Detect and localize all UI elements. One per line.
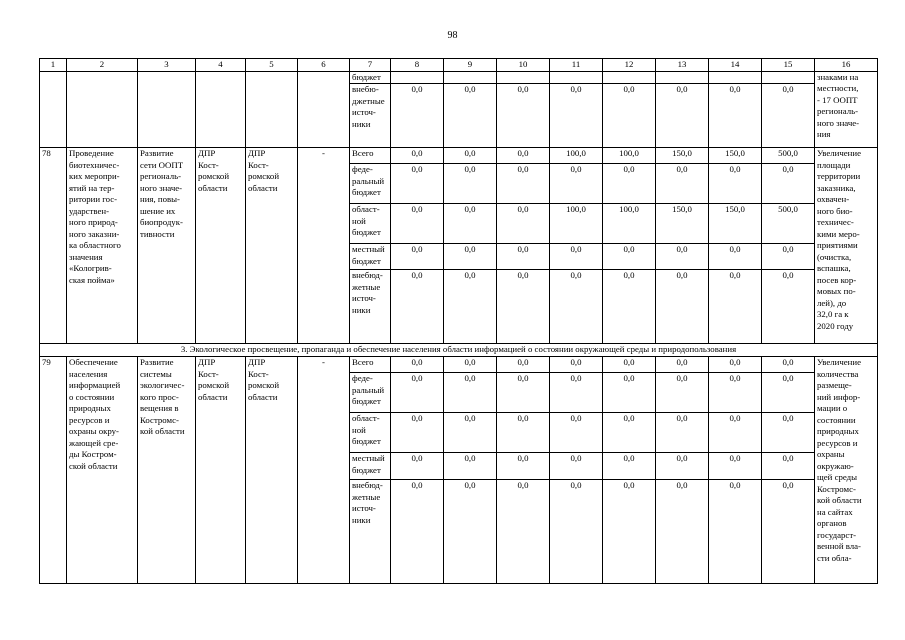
funding-value: 150,0	[709, 148, 762, 164]
funding-value: 0,0	[603, 270, 656, 344]
expected-result: Увеличение площади территории заказника, охвачен- ного био- техничес- кими меро- приятиями (очистка, вспашка, посев кор- мовых по- лей), до 32,0 га к 2020 году	[815, 148, 878, 344]
funding-value: 0,0	[603, 453, 656, 480]
column-number-header: 11	[550, 59, 603, 72]
funding-value: 0,0	[603, 480, 656, 584]
page-number: 98	[447, 30, 458, 41]
funding-value: 0,0	[603, 413, 656, 453]
funding-value: 100,0	[603, 204, 656, 244]
column-number-header: 15	[762, 59, 815, 72]
funding-value: 0,0	[497, 357, 550, 373]
funding-value: 0,0	[603, 373, 656, 413]
funding-source: Всего	[350, 148, 391, 164]
funding-value: 0,0	[762, 357, 815, 373]
funding-value: 0,0	[656, 373, 709, 413]
funding-value: 0,0	[762, 453, 815, 480]
program-table	[39, 58, 878, 584]
funding-value: 0,0	[762, 373, 815, 413]
funding-value: 0,0	[391, 357, 444, 373]
funding-value: 0,0	[497, 84, 550, 148]
funding-value	[603, 71, 656, 84]
funding-value: 0,0	[656, 453, 709, 480]
funding-value: 150,0	[709, 204, 762, 244]
column-number-header: 2	[67, 59, 138, 72]
column-number-header: 6	[298, 59, 350, 72]
funding-value: 0,0	[444, 164, 497, 204]
funding-value: 0,0	[656, 164, 709, 204]
funding-value: 0,0	[709, 84, 762, 148]
funding-value: 0,0	[709, 244, 762, 270]
expected-result: знаками на местности, - 17 ООПТ региональ- ного значе- ния	[815, 71, 878, 148]
funding-value: 500,0	[762, 148, 815, 164]
funding-value: 0,0	[762, 270, 815, 344]
funding-value	[497, 71, 550, 84]
funding-value: 0,0	[391, 480, 444, 584]
funding-source: област- ной бюджет	[350, 413, 391, 453]
funding-value: 0,0	[391, 373, 444, 413]
column-number-header: 13	[656, 59, 709, 72]
measure-program: Развитие сети ООПТ региональ- ного значе- ния, повы- шение их биопродук- тивности	[138, 148, 196, 344]
measure-row	[40, 357, 878, 373]
funding-value: 100,0	[550, 204, 603, 244]
funding-value: 0,0	[709, 270, 762, 344]
funding-value: 0,0	[603, 357, 656, 373]
funding-value: 0,0	[497, 204, 550, 244]
funding-source: феде- ральный бюджет	[350, 373, 391, 413]
measure-name: Обеспечение населения информацией о состоянии природных ресурсов и охраны окру- жающей сре- ды Костром- ской области	[67, 357, 138, 584]
funding-source: внебюд- жетные источ- ники	[350, 270, 391, 344]
empty-cell	[196, 71, 246, 148]
funding-source: внебю- джетные источ- ники	[350, 84, 391, 148]
funding-value: 0,0	[391, 148, 444, 164]
funding-value: 0,0	[762, 164, 815, 204]
funding-source: местный бюджет	[350, 244, 391, 270]
funding-value: 0,0	[444, 270, 497, 344]
funding-value: 0,0	[391, 270, 444, 344]
funding-value: 0,0	[709, 373, 762, 413]
funding-value	[444, 71, 497, 84]
funding-value: 0,0	[444, 480, 497, 584]
funding-source: Всего	[350, 357, 391, 373]
funding-value: 0,0	[497, 413, 550, 453]
funding-value: 0,0	[550, 357, 603, 373]
empty-cell	[138, 71, 196, 148]
column-number-header: 8	[391, 59, 444, 72]
funding-value: 0,0	[444, 453, 497, 480]
empty-cell	[40, 71, 67, 148]
measure-executor: ДПР Кост- ромской области	[196, 357, 246, 584]
funding-source: внебюд- жетные источ- ники	[350, 480, 391, 584]
measure-number: 79	[40, 357, 67, 584]
empty-cell	[67, 71, 138, 148]
funding-value: 0,0	[497, 164, 550, 204]
funding-value: 0,0	[603, 164, 656, 204]
funding-value: 0,0	[550, 244, 603, 270]
funding-value: 0,0	[550, 413, 603, 453]
column-number-header: 3	[138, 59, 196, 72]
measure-executor: ДПР Кост- ромской области	[196, 148, 246, 344]
funding-value: 0,0	[444, 413, 497, 453]
continuation-row	[40, 71, 878, 84]
column-number-header: 1	[40, 59, 67, 72]
funding-value: 0,0	[550, 270, 603, 344]
measure-row	[40, 148, 878, 164]
funding-value: 0,0	[603, 244, 656, 270]
funding-value: 0,0	[762, 244, 815, 270]
funding-value: 0,0	[709, 164, 762, 204]
funding-value: 100,0	[603, 148, 656, 164]
column-number-header: 10	[497, 59, 550, 72]
funding-value: 0,0	[550, 480, 603, 584]
funding-value: 0,0	[444, 84, 497, 148]
measure-participant: ДПР Кост- ромской области	[246, 357, 298, 584]
funding-value: 0,0	[444, 204, 497, 244]
funding-value: 0,0	[444, 357, 497, 373]
funding-value: 0,0	[709, 413, 762, 453]
funding-value: 0,0	[497, 453, 550, 480]
funding-value	[391, 71, 444, 84]
table-body	[40, 59, 878, 584]
funding-value	[656, 71, 709, 84]
funding-value: 0,0	[709, 453, 762, 480]
funding-value	[709, 71, 762, 84]
column-number-header: 4	[196, 59, 246, 72]
column-number-header: 16	[815, 59, 878, 72]
funding-value: 0,0	[444, 148, 497, 164]
funding-value: 0,0	[709, 357, 762, 373]
funding-value: 0,0	[497, 480, 550, 584]
measure-column-6: -	[298, 148, 350, 344]
funding-value: 0,0	[709, 480, 762, 584]
funding-value: 0,0	[762, 480, 815, 584]
funding-value	[762, 71, 815, 84]
funding-value: 0,0	[603, 84, 656, 148]
funding-value: 0,0	[391, 413, 444, 453]
funding-value: 0,0	[497, 244, 550, 270]
column-number-header: 12	[603, 59, 656, 72]
funding-value: 100,0	[550, 148, 603, 164]
funding-value: 150,0	[656, 204, 709, 244]
measure-column-6: -	[298, 357, 350, 584]
measure-name: Проведение биотехничес- ких меропри- ятий на тер- ритории гос- ударствен- ного природ- ного заказни- ка областного значения «Кологрив- ская пойма»	[67, 148, 138, 344]
empty-cell	[246, 71, 298, 148]
funding-value: 0,0	[497, 373, 550, 413]
funding-source: феде- ральный бюджет	[350, 164, 391, 204]
measure-participant: ДПР Кост- ромской области	[246, 148, 298, 344]
funding-value: 0,0	[391, 164, 444, 204]
funding-value: 0,0	[550, 453, 603, 480]
expected-result: Увеличение количества размеще- ний инфор- мации о состоянии природных ресурсов и охраны окружаю- щей среды Костромс- кой области на сайтах органов государст- венной вла- сти обла-	[815, 357, 878, 584]
funding-value	[550, 71, 603, 84]
funding-value: 0,0	[391, 204, 444, 244]
section-heading: 3. Экологическое просвещение, пропаганда и обеспечение населения области информацией о состоянии окружающей среды и природопользования	[40, 344, 878, 357]
header-row	[40, 59, 878, 72]
column-number-header: 9	[444, 59, 497, 72]
funding-value: 0,0	[762, 413, 815, 453]
funding-value: 0,0	[391, 244, 444, 270]
funding-value: 0,0	[497, 270, 550, 344]
funding-value: 150,0	[656, 148, 709, 164]
funding-value: 0,0	[656, 84, 709, 148]
funding-value: 0,0	[391, 84, 444, 148]
funding-value: 0,0	[391, 453, 444, 480]
measure-program: Развитие системы экологичес- кого прос- вещения в Костромс- кой области	[138, 357, 196, 584]
funding-value: 0,0	[550, 164, 603, 204]
program-table-sheet	[39, 58, 878, 584]
column-number-header: 7	[350, 59, 391, 72]
funding-value: 0,0	[656, 244, 709, 270]
funding-value: 0,0	[656, 413, 709, 453]
funding-value: 500,0	[762, 204, 815, 244]
funding-source: местный бюджет	[350, 453, 391, 480]
funding-value: 0,0	[444, 373, 497, 413]
funding-value: 0,0	[656, 357, 709, 373]
funding-source: област- ной бюджет	[350, 204, 391, 244]
funding-value: 0,0	[656, 480, 709, 584]
funding-source: бюджет	[350, 71, 391, 84]
funding-value: 0,0	[497, 148, 550, 164]
column-number-header: 14	[709, 59, 762, 72]
funding-value: 0,0	[444, 244, 497, 270]
empty-cell	[298, 71, 350, 148]
funding-value: 0,0	[550, 373, 603, 413]
funding-value: 0,0	[550, 84, 603, 148]
section-row	[40, 344, 878, 357]
measure-number: 78	[40, 148, 67, 344]
column-number-header: 5	[246, 59, 298, 72]
funding-value: 0,0	[762, 84, 815, 148]
funding-value: 0,0	[656, 270, 709, 344]
